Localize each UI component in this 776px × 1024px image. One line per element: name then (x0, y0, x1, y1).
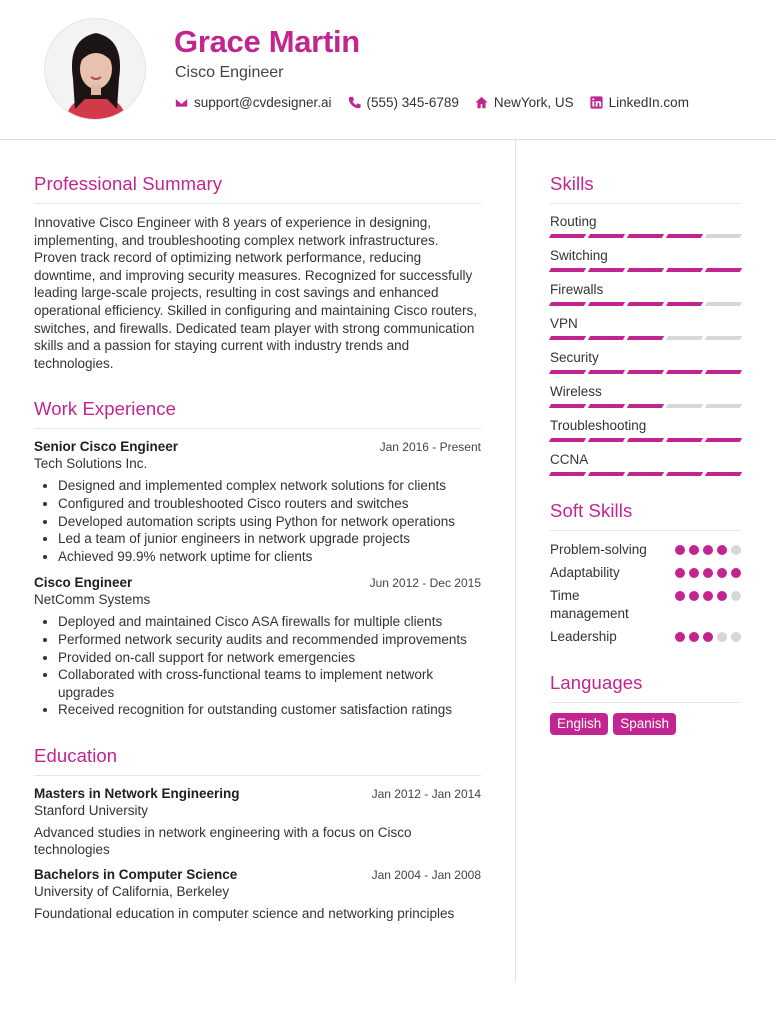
skills-list (550, 214, 741, 476)
list-item: • Performed network security audits and recommended improvements (58, 631, 481, 649)
contact-bar (175, 95, 705, 110)
skills-section (550, 173, 741, 476)
skill-level-bar (550, 336, 741, 340)
list-item: • Deployed and maintained Cisco ASA firewalls for multiple clients (58, 613, 481, 631)
soft-skill-name: Time management (550, 588, 629, 621)
language-tag: English (550, 713, 608, 735)
contact-location-text: NewYork, US (493, 95, 574, 110)
contact-email[interactable] (175, 95, 332, 110)
job-date: Jun 2012 - Dec 2015 (369, 576, 481, 591)
skill-name: Switching (550, 248, 608, 263)
linkedin-icon (590, 96, 603, 109)
rating-dot-filled (717, 568, 727, 578)
soft-skills-section (550, 500, 741, 646)
skill-bar-filled (705, 370, 742, 374)
contact-email-text: support@cvdesigner.ai (194, 95, 332, 110)
skill-bar-filled (588, 302, 625, 306)
soft-skill-rating (675, 591, 741, 601)
skill-bar-filled (627, 438, 664, 442)
list-item: • Configured and troubleshooted Cisco routers and switches (58, 495, 481, 513)
contact-phone-text: (555) 345-6789 (366, 95, 459, 110)
languages-section (550, 672, 741, 735)
rating-dot-filled (689, 591, 699, 601)
job-bullets (34, 477, 481, 565)
soft-skill-item (550, 541, 741, 559)
rating-dot-filled (731, 568, 741, 578)
job-bullets (34, 613, 481, 719)
soft-skill-item (550, 587, 741, 623)
skill-bar-filled (627, 404, 664, 408)
skill-bar-empty (705, 302, 742, 306)
rating-dot-filled (675, 545, 685, 555)
education-desc: Advanced studies in network engineering with a focus on Cisco technologies (34, 824, 412, 858)
skill-name: CCNA (550, 452, 589, 467)
education-entry (34, 867, 481, 923)
job-company: Tech Solutions Inc. (34, 456, 148, 472)
skill-bar-filled (627, 234, 664, 238)
skill-bar-filled (666, 370, 703, 374)
envelope-icon (175, 96, 188, 109)
skill-bar-empty (705, 336, 742, 340)
rating-dot-filled (703, 591, 713, 601)
skill-bar-filled (627, 268, 664, 272)
skill-bar-filled (549, 472, 586, 476)
skill-level-bar (550, 234, 741, 238)
education-date: Jan 2004 - Jan 2008 (371, 868, 481, 883)
skill-item (550, 248, 741, 272)
job-title: Senior Cisco Engineer (34, 439, 179, 455)
skill-bar-filled (705, 438, 742, 442)
rating-dot-empty (717, 632, 727, 642)
skill-level-bar (550, 268, 741, 272)
home-icon (475, 96, 488, 109)
rating-dot-filled (675, 591, 685, 601)
list-item: • Provided on-call support for network emergencies (58, 649, 481, 667)
education-section (34, 745, 481, 923)
skill-level-bar (550, 438, 741, 442)
soft-skill-name: Problem-solving (550, 542, 647, 557)
soft-skill-item (550, 564, 741, 582)
rating-dot-filled (675, 632, 685, 642)
job-entry (34, 439, 481, 565)
skill-item (550, 452, 741, 476)
skill-name: Routing (550, 214, 597, 229)
soft-skills-heading: Soft Skills (550, 500, 741, 531)
skill-bar-empty (705, 234, 742, 238)
skill-name: Security (550, 350, 599, 365)
list-item: • Designed and implemented complex network solutions for clients (58, 477, 481, 495)
education-heading: Education (34, 745, 481, 776)
summary-section (34, 173, 481, 372)
skill-bar-filled (549, 302, 586, 306)
skill-name: VPN (550, 316, 578, 331)
profile-photo (45, 19, 146, 120)
education-entry (34, 786, 481, 859)
column-divider (515, 140, 516, 982)
main-column (34, 140, 481, 923)
language-tag: Spanish (613, 713, 676, 735)
job-company: NetComm Systems (34, 592, 151, 608)
soft-skill-rating (675, 632, 741, 642)
skill-bar-filled (549, 404, 586, 408)
rating-dot-empty (731, 591, 741, 601)
skill-bar-filled (549, 370, 586, 374)
skill-bar-filled (549, 234, 586, 238)
skill-bar-filled (588, 336, 625, 340)
contact-phone[interactable] (348, 95, 459, 110)
degree-title: Masters in Network Engineering (34, 785, 240, 801)
rating-dot-filled (717, 545, 727, 555)
skill-name: Firewalls (550, 282, 604, 297)
rating-dot-filled (689, 545, 699, 555)
skill-level-bar (550, 302, 741, 306)
soft-skill-item (550, 628, 741, 646)
skill-bar-filled (627, 302, 664, 306)
rating-dot-empty (731, 545, 741, 555)
education-date: Jan 2012 - Jan 2014 (371, 786, 481, 801)
skill-bar-filled (627, 336, 664, 340)
resume-header (0, 0, 776, 140)
soft-skill-rating (675, 545, 741, 555)
skill-bar-filled (549, 336, 586, 340)
language-tags (550, 713, 741, 735)
skill-bar-empty (666, 404, 703, 408)
list-item: • Received recognition for outstanding customer satisfaction ratings (58, 701, 481, 719)
skill-bar-filled (666, 268, 703, 272)
contact-linkedin[interactable] (590, 95, 689, 110)
skill-level-bar (550, 370, 741, 374)
rating-dot-filled (703, 545, 713, 555)
rating-dot-filled (717, 591, 727, 601)
list-item: • Developed automation scripts using Python for network operations (58, 513, 481, 531)
rating-dot-filled (703, 568, 713, 578)
skill-name: Troubleshooting (550, 418, 647, 433)
list-item: • Led a team of junior engineers in network upgrade projects (58, 530, 481, 548)
skill-bar-filled (588, 472, 625, 476)
skill-item (550, 384, 741, 408)
skill-bar-empty (705, 404, 742, 408)
rating-dot-filled (689, 632, 699, 642)
list-item: • Collaborated with cross-functional teams to implement network upgrades (58, 666, 481, 701)
soft-skill-rating (675, 568, 741, 578)
education-desc: Foundational education in computer science and networking principles (34, 906, 455, 922)
skill-bar-filled (666, 438, 703, 442)
skill-level-bar (550, 404, 741, 408)
skill-item (550, 316, 741, 340)
skill-bar-empty (666, 336, 703, 340)
skill-bar-filled (627, 370, 664, 374)
skill-bar-filled (705, 268, 742, 272)
school-name: University of California, Berkeley (34, 884, 230, 900)
soft-skill-name: Leadership (550, 629, 617, 644)
skills-heading: Skills (550, 173, 741, 204)
skill-item (550, 214, 741, 238)
skill-bar-filled (666, 302, 703, 306)
contact-location (475, 95, 574, 110)
soft-skill-name: Adaptability (550, 565, 620, 580)
experience-section (34, 398, 481, 719)
skill-bar-filled (549, 438, 586, 442)
skill-item (550, 282, 741, 306)
skill-name: Wireless (550, 384, 602, 399)
skill-bar-filled (705, 472, 742, 476)
rating-dot-filled (689, 568, 699, 578)
skill-bar-filled (588, 234, 625, 238)
skill-bar-filled (666, 472, 703, 476)
skill-bar-filled (627, 472, 664, 476)
contact-linkedin-text: LinkedIn.com (608, 95, 689, 110)
skill-bar-filled (588, 404, 625, 408)
skill-bar-filled (588, 370, 625, 374)
school-name: Stanford University (34, 802, 149, 818)
skill-bar-filled (666, 234, 703, 238)
avatar (44, 18, 146, 120)
skill-bar-filled (588, 268, 625, 272)
candidate-name: Grace Martin (174, 24, 360, 59)
rating-dot-filled (675, 568, 685, 578)
skill-bar-filled (588, 438, 625, 442)
summary-text: Innovative Cisco Engineer with 8 years of experience in designing, implementing, and troubleshooting complex network infrastructures. Proven track record of optimizing network performance, reducing downtime, and improving security measures. Recognized for successfully leading large-scale projects, resulting in cost savings and enhanced operational efficiency. Skilled in configuring and maintaining Cisco routers, switches, and firewalls. Dedicated team player with strong communication skills and a passion for staying current with industry trends and technologies. (34, 215, 477, 371)
job-title: Cisco Engineer (34, 575, 133, 591)
job-date: Jan 2016 - Present (379, 440, 481, 455)
phone-icon (348, 96, 361, 109)
summary-heading: Professional Summary (34, 173, 481, 204)
list-item: • Achieved 99.9% network uptime for clients (58, 548, 481, 566)
skill-level-bar (550, 472, 741, 476)
skill-item (550, 350, 741, 374)
experience-heading: Work Experience (34, 398, 481, 429)
degree-title: Bachelors in Computer Science (34, 867, 238, 883)
rating-dot-filled (703, 632, 713, 642)
sidebar-column (550, 140, 741, 735)
languages-heading: Languages (550, 672, 741, 703)
job-entry (34, 575, 481, 719)
skill-bar-filled (549, 268, 586, 272)
skill-item (550, 418, 741, 442)
candidate-role: Cisco Engineer (175, 64, 284, 81)
rating-dot-empty (731, 632, 741, 642)
